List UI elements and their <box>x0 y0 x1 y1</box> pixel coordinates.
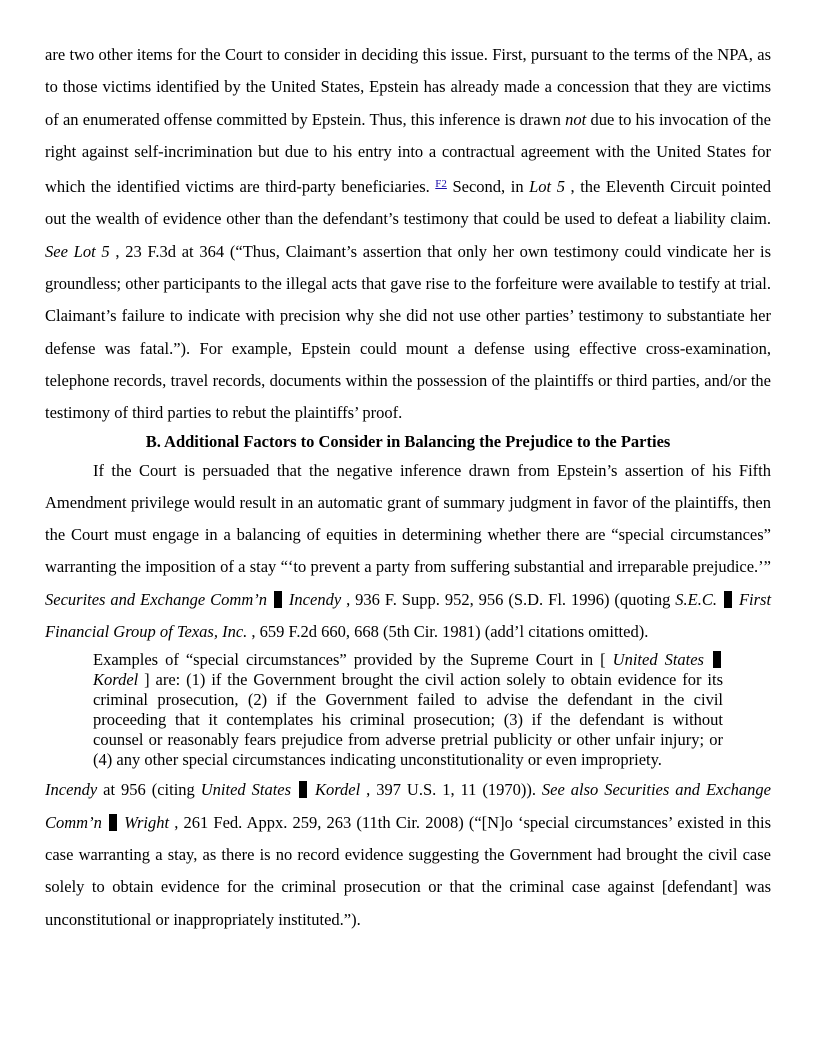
case-name-lot5: Lot 5 <box>529 177 565 197</box>
para1-text-1: are two other items for the Court to consider in deciding this issue. First, pursuant to the terms of the NPA, as to those victims identified by the United States, Epstein has already made a concession that they are victims of an enumerated offense committed by Epstein. Thus, this inference is drawn <box>45 45 771 129</box>
para1-text-3: Second, in <box>446 177 530 197</box>
case-name-sec-incendy-b: Incendy <box>288 589 342 609</box>
case-name-sec-first-financial-a: S.E.C. <box>675 589 718 609</box>
case-name-us-kordel-b: Kordel <box>314 780 361 800</box>
case-name-sec-incendy-a: Securites and Exchange Comm’n <box>45 589 267 609</box>
redaction-mark <box>724 591 732 608</box>
block-quote-special-circumstances <box>93 650 723 770</box>
para1-text-2: due to his invocation of the right against self-incrimination but due to his entry into a contractual agreement with the United States for which the identified victims are third-party beneficiaries. <box>45 109 771 197</box>
paragraph-fifth-amendment-inference <box>45 39 771 430</box>
para3-text-3: , 261 Fed. Appx. 259, 263 (11th Cir. 2008) (“[N]o ‘special circumstances’ existed in this case warranting a stay, as there is no record evidence suggesting the Government had brought the civil case solely to obtain evidence for the criminal prosecution or that the criminal case against [defendant] was unconstitutional or inappropriately instituted.”). <box>45 812 772 929</box>
para1-text-4: , the Eleventh Circuit pointed out the wealth of evidence other than the defendant’s testimony that could be used to defeat a liability claim. <box>45 177 771 229</box>
para3-text-1: at 956 (citing <box>97 780 201 800</box>
case-name-wright: Wright <box>124 812 170 832</box>
para2-text-3: , 659 F.2d 660, 668 (5th Cir. 1981) (add’l citations omitted). <box>247 622 649 642</box>
redaction-mark <box>713 651 721 668</box>
redaction-mark <box>299 781 307 798</box>
quote-text-1: Examples of “special circumstances” provided by the Supreme Court in [ <box>93 650 613 670</box>
para3-text-2: , 397 U.S. 1, 11 (1970)). <box>360 780 542 800</box>
footnote-link-f2[interactable]: F2 <box>435 178 447 191</box>
paragraph-incendy-citation <box>45 774 771 935</box>
emphasis-not: not <box>565 109 587 129</box>
case-cite-see-lot5: See Lot 5 <box>45 241 110 261</box>
case-name-incendy: Incendy <box>45 780 98 800</box>
para2-text-2: , 936 F. Supp. 952, 956 (S.D. Fl. 1996) (quoting <box>341 589 676 609</box>
para1-text-5: , 23 F.3d at 364 (“Thus, Claimant’s assertion that only her own testimony could vindicate her is groundless; other participants to the illegal acts that gave rise to the forfeiture were available to testify at trial. Claimant’s failure to indicate with precision why she did not use other parties’ testimony to substantiate her defense was fatal.”). For example, Epstein could mount a defense using effective cross-examination, telephone records, travel records, documents within the possession of the plaintiffs or third parties, and/or the testimony of third parties to rebut the plaintiffs’ proof. <box>45 241 771 423</box>
section-heading-b: B. Additional Factors to Consider in Balancing the Prejudice to the Parties <box>145 431 671 451</box>
quote-text-2: ] are: (1) if the Government brought the civil action solely to obtain evidence for its criminal prosecution, (2) if the Government failed to advise the defendant in the civil proceeding that it contemplates his criminal prosecution; (3) if the defendant is without counsel or reasonably fears prejudice from adverse pretrial publicity or other unfair injury; or (4) any other special circumstances indicating unconstitutionality or even impropriety. <box>93 670 723 770</box>
case-name-kordel-a: United States <box>612 650 704 670</box>
case-name-kordel-b: Kordel <box>93 670 139 690</box>
case-cite-see-also-sec: See also Securities and Exchange Comm’n <box>45 780 771 832</box>
redaction-mark <box>274 591 282 608</box>
case-name-us-kordel-a: United States <box>200 780 292 800</box>
document-page <box>45 39 771 936</box>
paragraph-balancing-equities <box>45 455 771 649</box>
para2-text-1: If the Court is persuaded that the negative inference drawn from Epstein’s assertion of his Fifth Amendment privilege would result in an automatic grant of summary judgment in favor of the plaintiffs, then the Court must engage in a balancing of equities in determining whether there are “special circumstances” warranting the imposition of a stay “‘to prevent a party from suffering substantial and irreparable prejudice.’” <box>45 460 771 577</box>
case-name-sec-first-financial-b: First Financial Group of Texas, Inc. <box>45 589 772 642</box>
redaction-mark <box>109 814 117 831</box>
